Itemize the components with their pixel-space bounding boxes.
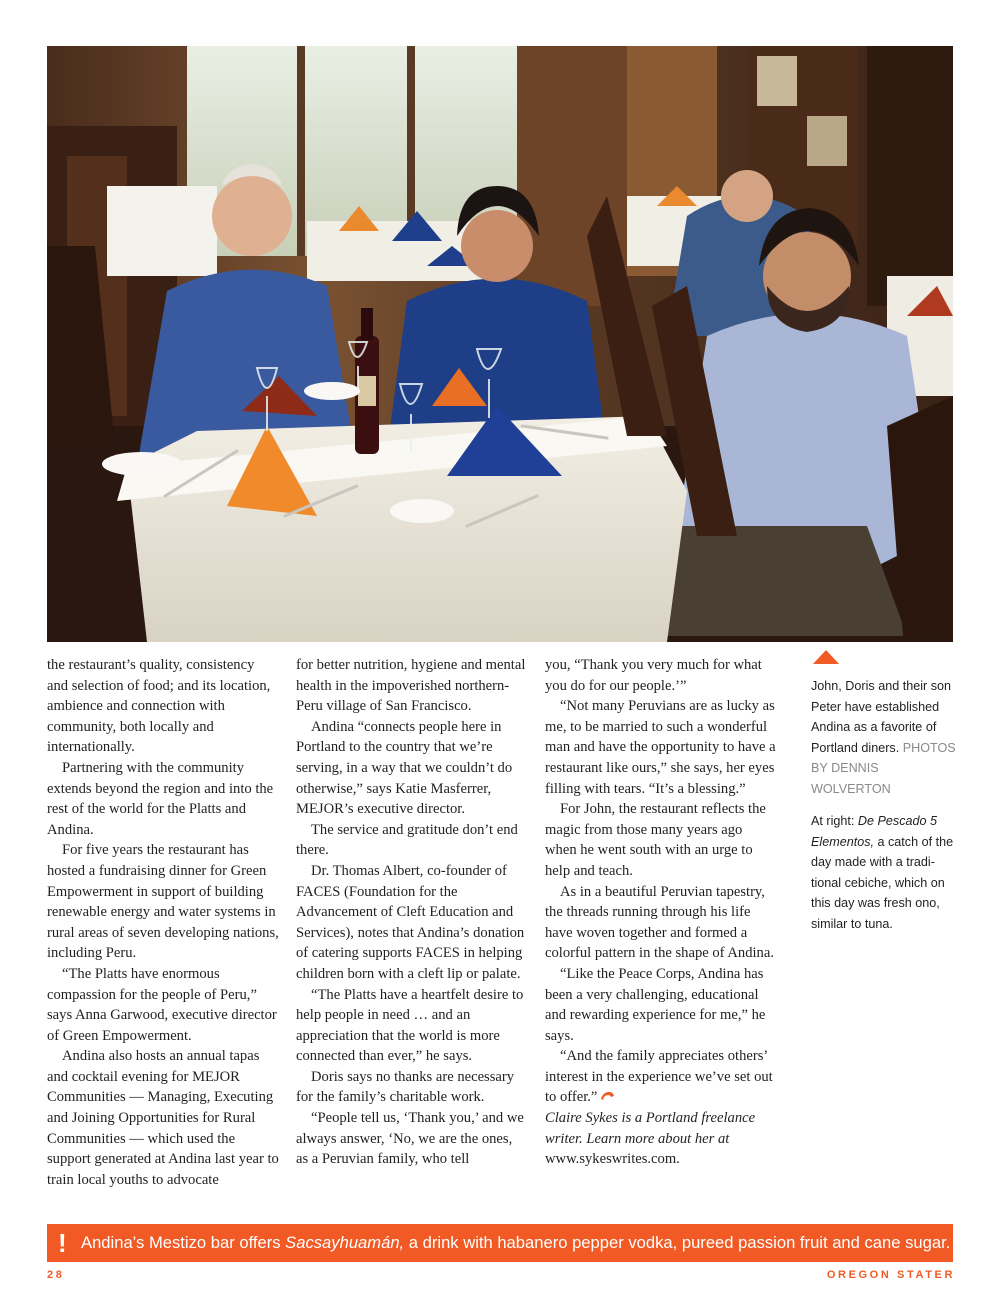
paragraph: For John, the restaurant reflects the magic from those many years ago when he went south with an urge to help and teach. [545, 801, 766, 879]
caption-main [811, 676, 956, 799]
paragraph: “People tell us, ‘Thank you,’ and we always answer, ‘No, we are the ones, as a Peruvian family, who tell [296, 1110, 524, 1168]
paragraph: The service and gratitude don’t end there. [296, 821, 518, 859]
page-number: 28 [47, 1269, 65, 1281]
caption-lead: At right: [811, 814, 855, 828]
tip-text [81, 1224, 950, 1262]
paragraph: “The Platts have enormous compassion for the people of Peru,” says Anna Garwood, executive director of Green Empowerment. [47, 965, 277, 1044]
restaurant-photo-illustration [47, 46, 953, 642]
last-paragraph [545, 1046, 777, 1108]
author-website-link[interactable]: www.sykeswrites.com. [545, 1151, 680, 1168]
article-column-2 [296, 655, 528, 1170]
paragraph-text: “And the family appreciates others’ interest in the experience we’ve set out to offer.” [545, 1048, 773, 1106]
tip-rest: a drink with habanero pepper vodka, pureed passion fruit and cane sugar. [408, 1233, 951, 1252]
tip-bar [47, 1224, 953, 1262]
page-footer [47, 1269, 953, 1289]
article-column-1 [47, 655, 279, 1190]
paragraph: Andina “connects people here in Portland to the country that we’re serving, in a way that we couldn’t do otherwise,” says Katie Masferrer, MEJOR’s executive director. [296, 718, 513, 818]
article-column-3 [545, 655, 777, 1170]
paragraph: “Like the Peace Corps, Andina has been a very challenging, educational and rewarding experience for me,” he says. [545, 965, 766, 1044]
paragraph: you, “Thank you very much for what you do for our people.’” [545, 657, 762, 694]
byline-text: Claire Sykes is a Portland freelance writer. Learn more about her at [545, 1110, 756, 1147]
paragraph: For five years the restaurant has hosted a fundraising dinner for Green Empowerment in support of building renewable energy and water systems in rural areas of seven developing nations, including Peru. [47, 842, 279, 962]
dish-name: De Pescado 5 Elementos, [811, 814, 938, 849]
paragraph: Andina also hosts an annual tapas and cocktail evening for MEJOR Communities — Managing, Executing and Joining Opportunities for Rural Communities — which used the support generated at Andina last year to train local youths to advocate [47, 1048, 279, 1188]
author-byline [545, 1108, 777, 1170]
paragraph: Doris says no thanks are necessary for the family’s charitable work. [296, 1068, 515, 1106]
caption-text: John, Doris and their son Peter have established Andina as a favorite of Portland diners. [811, 679, 952, 755]
caption-right [811, 811, 956, 934]
paragraph: “The Platts have a heartfelt desire to help people in need … and an appreciation that the world is more connected than ever,” he says. [296, 986, 524, 1065]
caption-text: a catch of the day made with a traditional cebiche, which on this day was fresh ono, similar to tuna. [811, 834, 954, 931]
paragraph: As in a beautiful Peruvian tapestry, the threads running through his life have woven together and formed a colorful pattern in the shape of Andina. [545, 883, 774, 962]
paragraph: Partnering with the community extends beyond the region and into the rest of the world for the Platts and Andina. [47, 759, 274, 838]
tip-lead: Andina’s Mestizo bar offers [81, 1233, 281, 1252]
drink-name: Sacsayhuamán, [285, 1233, 405, 1252]
photo-captions [811, 650, 956, 934]
exclamation-icon: ! [58, 1228, 67, 1258]
paragraph: the restaurant’s quality, consistency and selection of food; and its location, ambience and connection with community, both locally and internationally. [47, 657, 271, 756]
magazine-name: OREGON STATER [826, 1269, 955, 1281]
paragraph: Dr. Thomas Albert, co-founder of FACES (Foundation for the Advancement of Cleft Education and Services), notes that Andina’s donation of catering supports FACES in helping children born with a cleft lip or palate. [296, 862, 525, 982]
paragraph: for better nutrition, hygiene and mental health in the impoverished northern-Peru village of San Francisco. [296, 657, 526, 715]
article-photo [47, 46, 953, 642]
photo-credit: PHOTOS BY DENNIS WOLVERTON [811, 740, 956, 796]
paragraph: “Not many Peruvians are as lucky as me, to be married to such a wonderful man and have the opportunity to have a restaurant like ours,” she says, her eyes filling with tears. “It’s a blessing.” [545, 698, 776, 797]
beaver-end-mark-icon [600, 1090, 614, 1101]
caption-arrow-up-icon [813, 650, 839, 664]
